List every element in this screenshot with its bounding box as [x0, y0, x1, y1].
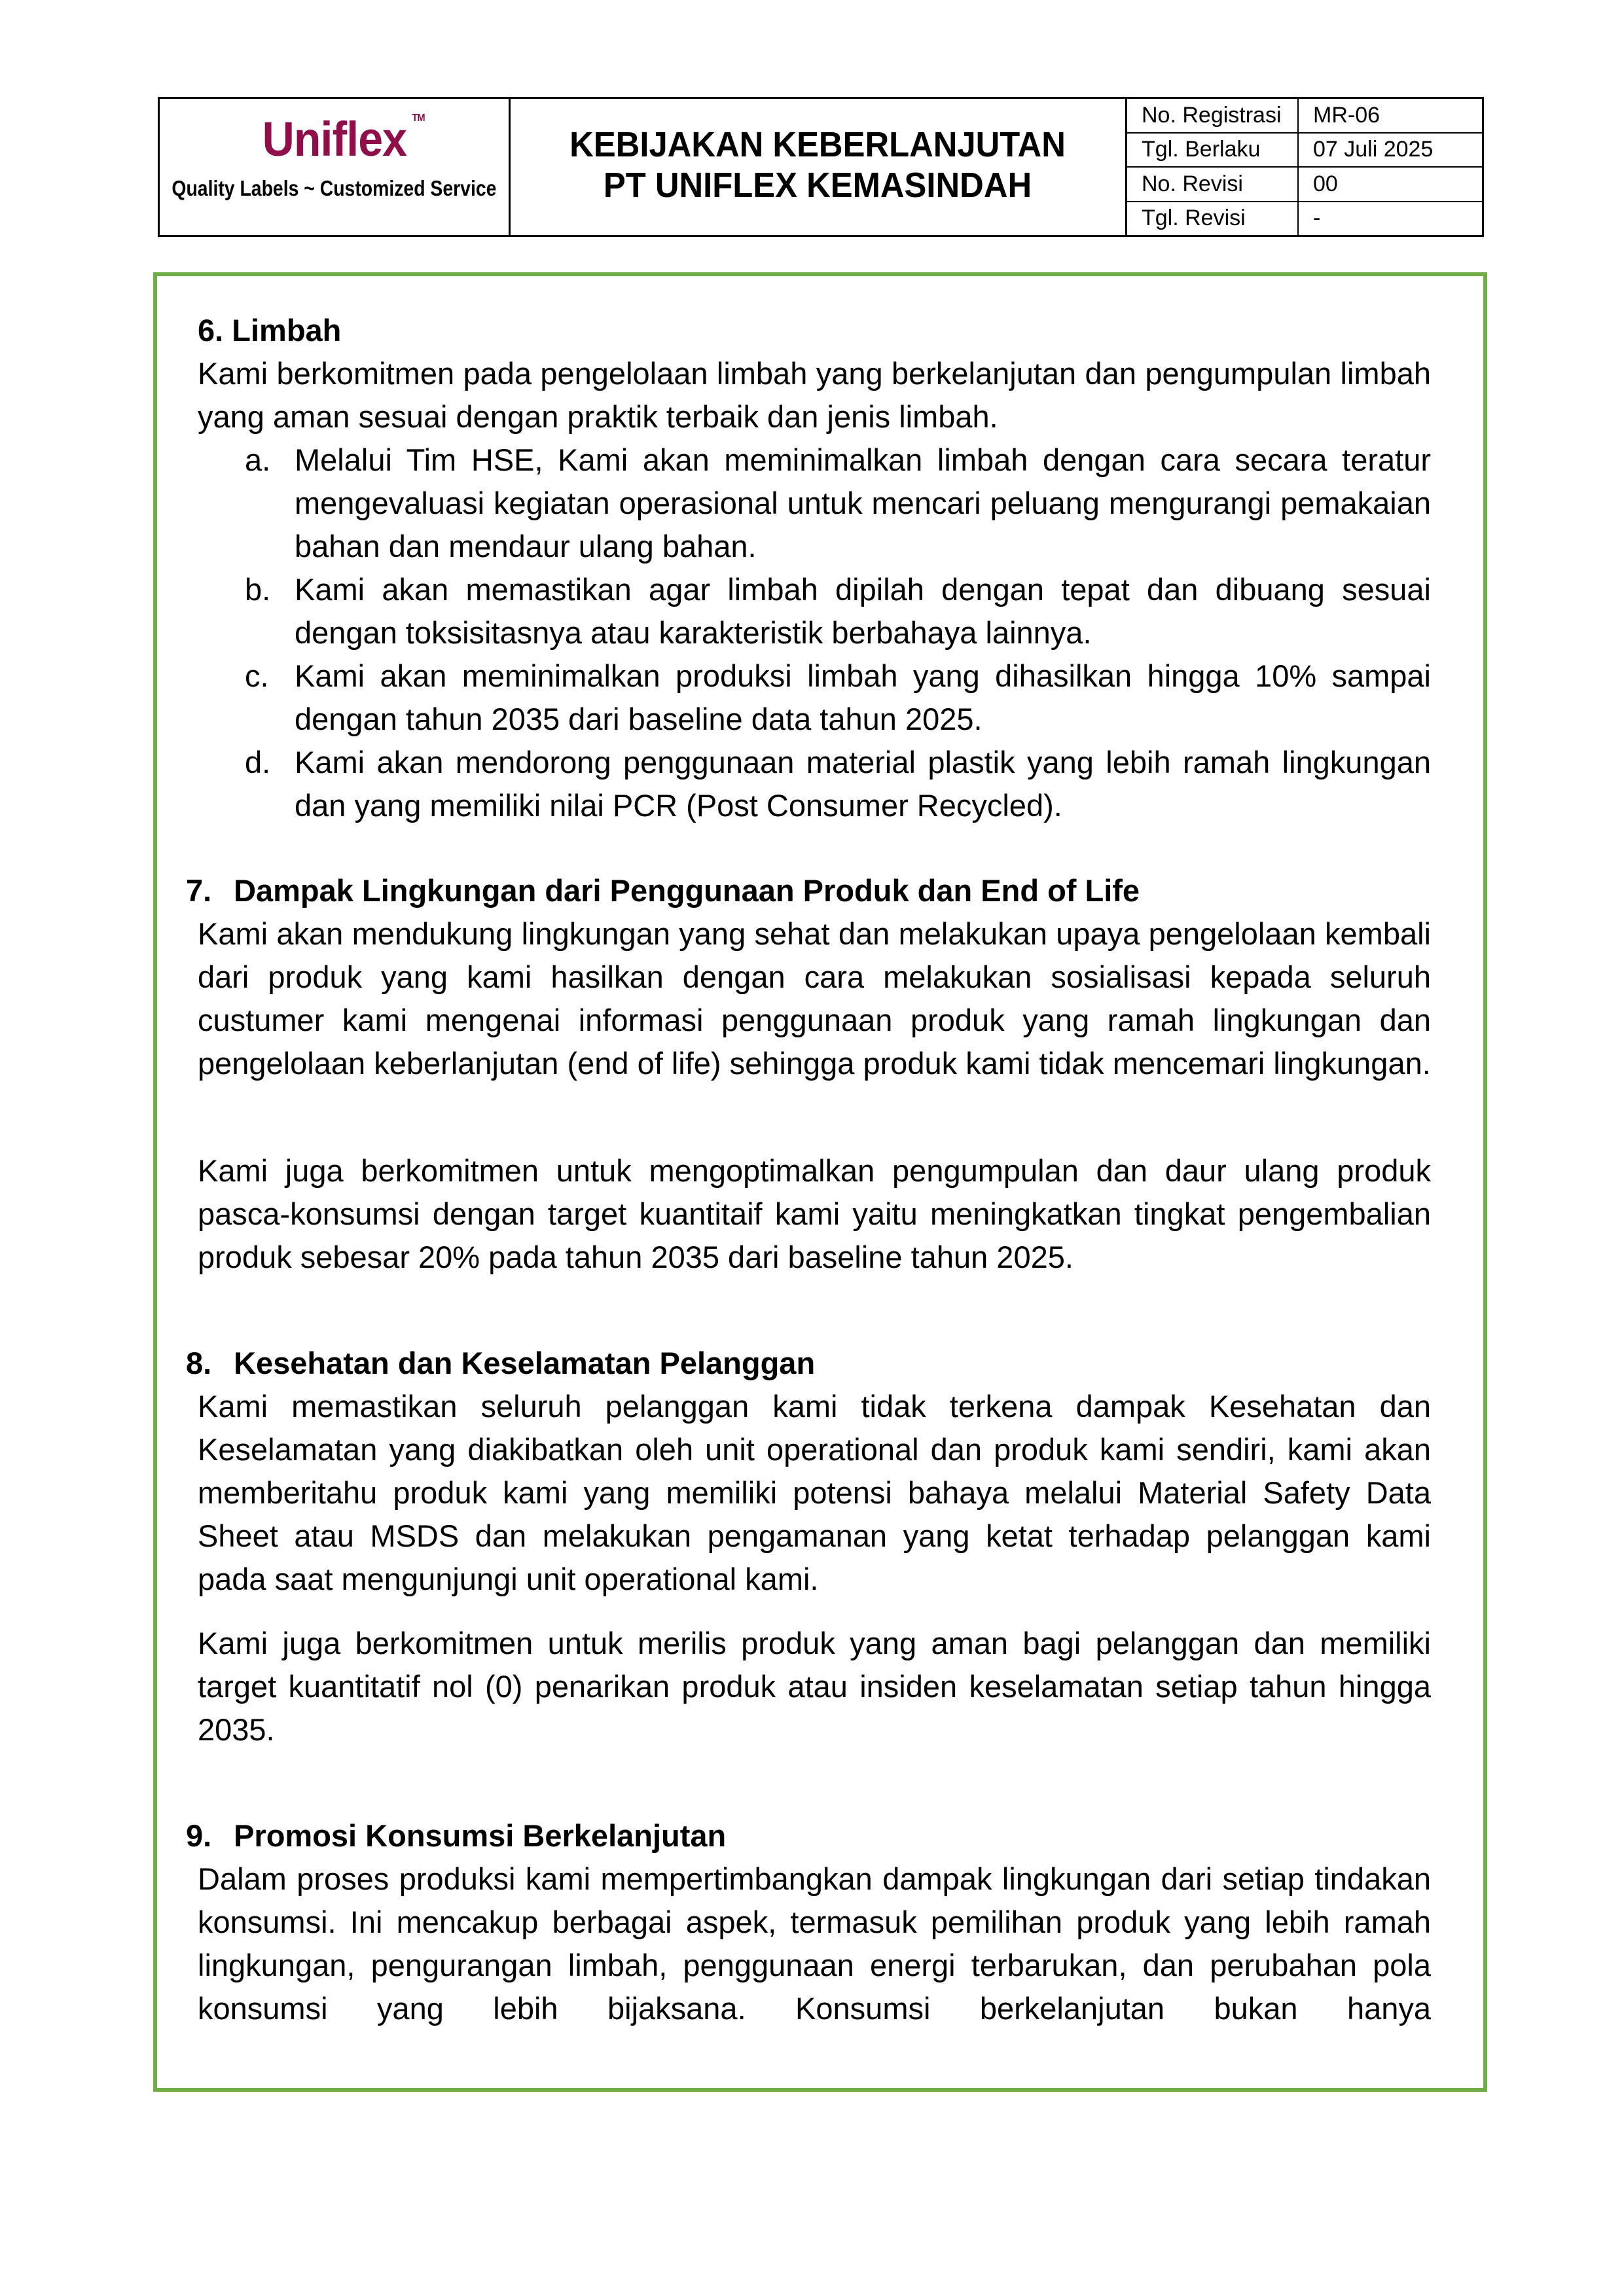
meta-value: -	[1313, 206, 1321, 231]
list-marker: a.	[245, 442, 271, 477]
section-title: Kesehatan dan Keselamatan Pelanggan	[234, 1346, 816, 1380]
section-heading-6	[198, 309, 341, 352]
section-heading-9	[186, 1814, 726, 1857]
list-item	[245, 655, 1431, 741]
section-6-intro: Kami berkomitmen pada pengelolaan limbah yang berkelanjutan dan pengumpulan limbah yang aman sesuai dengan praktik terbaik dan jenis limbah.	[198, 356, 1431, 434]
document-meta-table	[1127, 99, 1482, 235]
meta-row-effective-date	[1127, 134, 1482, 168]
meta-label: No. Revisi	[1127, 168, 1299, 201]
section-9-paragraph-1: Dalam proses produksi kami mempertimbangkan dampak lingkungan dari setiap tindakan konsumsi. Ini mencakup berbagai aspek, termasuk pemilihan produk yang lebih ramah lingkungan, pengurangan limbah, penggunaan energi terbarukan, dan perubahan pola konsumsi yang lebih bijaksana. Konsumsi berkelanjutan bukan hanya	[198, 1861, 1431, 2026]
meta-value: MR-06	[1313, 102, 1380, 128]
list-marker: d.	[245, 745, 271, 780]
section-8-paragraph-2: Kami juga berkomitmen untuk merilis produk yang aman bagi pelanggan dan memiliki target kuantitatif nol (0) penarikan produk atau insiden keselamatan setiap tahun hingga 2035.	[198, 1626, 1431, 1747]
meta-label: Tgl. Berlaku	[1127, 134, 1299, 167]
meta-value: 00	[1313, 171, 1338, 196]
company-logo	[262, 112, 425, 166]
section-title: Limbah	[232, 313, 342, 348]
list-item-text: Kami akan memastikan agar limbah dipilah dengan tepat dan dibuang sesuai dengan toksisitasnya atau karakteristik berbahaya lainnya.	[295, 572, 1431, 650]
section-number: 9.	[186, 1818, 212, 1853]
list-marker: b.	[245, 572, 271, 607]
title-line-1: KEBIJAKAN KEBERLANJUTAN	[569, 125, 1066, 164]
list-marker: c.	[245, 658, 269, 693]
list-item-text: Kami akan meminimalkan produksi limbah yang dihasilkan hingga 10% sampai dengan tahun 2035 dari baseline data tahun 2025.	[295, 658, 1431, 736]
section-8-paragraph-1: Kami memastikan seluruh pelanggan kami tidak terkena dampak Kesehatan dan Keselamatan yang diakibatkan oleh unit operational dan produk kami sendiri, kami akan memberitahu produk kami yang memiliki potensi bahaya melalui Material Safety Data Sheet atau MSDS dan melakukan pengamanan yang ketat terhadap pelanggan kami pada saat mengunjungi unit operational kami.	[198, 1389, 1431, 1596]
section-title: Dampak Lingkungan dari Penggunaan Produk dan End of Life	[234, 873, 1140, 908]
list-item	[245, 741, 1431, 827]
document-header	[158, 97, 1484, 237]
list-item	[245, 568, 1431, 655]
section-7-paragraph-2: Kami juga berkomitmen untuk mengoptimalkan pengumpulan dan daur ulang produk pasca-konsumsi dengan target kuantitaif kami yaitu meningkatkan tingkat pengembalian produk sebesar 20% pada tahun 2035 dari baseline tahun 2025.	[198, 1153, 1431, 1274]
meta-value: 07 Juli 2025	[1313, 137, 1434, 162]
section-number: 7.	[186, 873, 212, 908]
meta-row-revision-number	[1127, 168, 1482, 202]
meta-label: Tgl. Revisi	[1127, 202, 1299, 236]
logo-cell	[160, 99, 511, 235]
list-item-text: Kami akan mendorong penggunaan material plastik yang lebih ramah lingkungan dan yang memiliki nilai PCR (Post Consumer Recycled).	[295, 745, 1431, 823]
trademark-mark: TM	[411, 113, 425, 124]
section-number: 8.	[186, 1346, 212, 1380]
title-line-2: PT UNIFLEX KEMASINDAH	[604, 166, 1032, 205]
meta-label: No. Registrasi	[1127, 99, 1299, 132]
meta-row-revision-date	[1127, 202, 1482, 236]
section-title: Promosi Konsumsi Berkelanjutan	[234, 1818, 727, 1853]
list-item-text: Melalui Tim HSE, Kami akan meminimalkan limbah dengan cara secara teratur mengevaluasi kegiatan operasional untuk mencari peluang mengurangi pemakaian bahan dan mendaur ulang bahan.	[295, 442, 1431, 564]
section-heading-8	[186, 1342, 815, 1385]
logo-tagline: Quality Labels ~ Customized Service	[171, 176, 497, 200]
section-heading-7	[186, 869, 1140, 912]
meta-row-registration	[1127, 99, 1482, 134]
section-number: 6.	[198, 313, 224, 348]
document-title	[511, 99, 1127, 235]
list-item	[245, 439, 1431, 568]
logo-brand: Uniflex	[262, 112, 406, 166]
section-7-paragraph-1: Kami akan mendukung lingkungan yang sehat dan melakukan upaya pengelolaan kembali dari produk yang kami hasilkan dengan cara melakukan sosialisasi kepada seluruh custumer kami mengenai informasi penggunaan produk yang ramah lingkungan dan pengelolaan keberlanjutan (end of life) sehingga produk kami tidak mencemari lingkungan.	[198, 916, 1431, 1081]
